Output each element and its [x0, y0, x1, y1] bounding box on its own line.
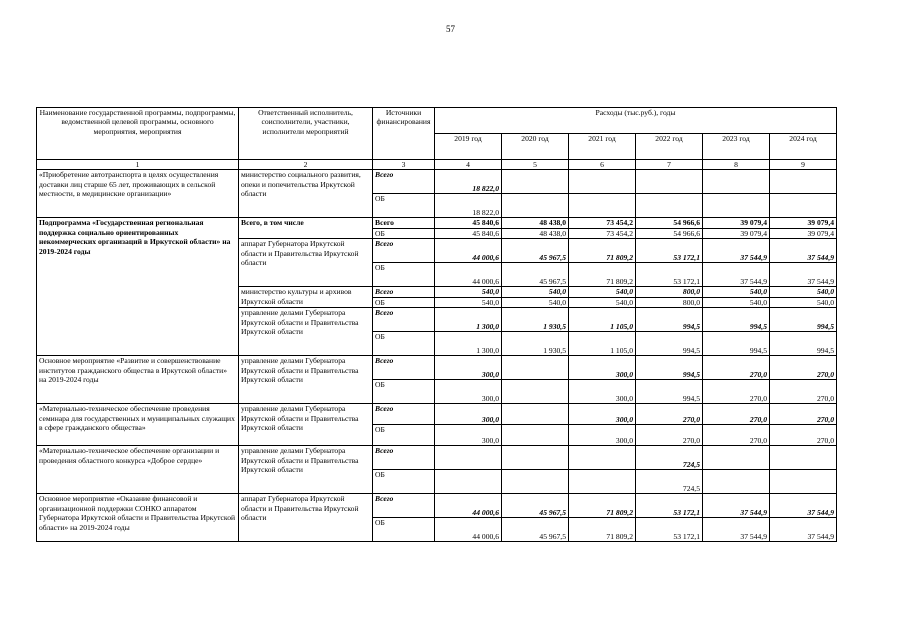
total-value [770, 170, 837, 194]
column-number: 9 [770, 160, 837, 170]
total-value: 39 079,4 [703, 218, 770, 228]
total-value: 300,0 [569, 404, 636, 425]
total-value: 1 300,0 [435, 308, 502, 332]
header-costs: Расходы (тыс.руб.), годы [435, 108, 837, 134]
ob-value: 994,5 [703, 332, 770, 356]
ob-value: 18 822,0 [435, 194, 502, 218]
table-row [37, 218, 837, 228]
source-total: Всего [373, 218, 435, 228]
total-value: 540,0 [502, 287, 569, 297]
ob-value: 39 079,4 [703, 228, 770, 238]
ob-value [770, 470, 837, 494]
header-executor: Ответственный исполнитель, соисполнители, участники, исполнители мероприятий [239, 108, 373, 160]
ob-value: 270,0 [770, 425, 837, 446]
ob-value: 540,0 [435, 297, 502, 307]
total-value: 44 000,6 [435, 239, 502, 263]
header-year: 2020 год [502, 134, 569, 160]
source-ob: ОБ [373, 380, 435, 404]
budget-table [36, 107, 837, 542]
column-number: 6 [569, 160, 636, 170]
total-value: 37 544,9 [770, 239, 837, 263]
ob-value [435, 470, 502, 494]
header-year: 2022 год [636, 134, 703, 160]
header-year: 2023 год [703, 134, 770, 160]
total-value: 540,0 [703, 287, 770, 297]
header-year: 2024 год [770, 134, 837, 160]
ob-value [636, 194, 703, 218]
column-number: 5 [502, 160, 569, 170]
total-value [703, 170, 770, 194]
ob-value: 44 000,6 [435, 518, 502, 542]
ob-value: 48 438,0 [502, 228, 569, 238]
ob-value [569, 470, 636, 494]
header-source: Источники финансирования [373, 108, 435, 160]
executor: управление делами Губернатора Иркутской области и Правительства Иркутской области [239, 356, 373, 404]
ob-value: 994,5 [636, 332, 703, 356]
program-name: Основное мероприятие «Развитие и совершенствование институтов гражданского общества в Иркутской области» на 2019-2024 годы [37, 356, 239, 404]
ob-value: 37 544,9 [770, 263, 837, 287]
source-ob: ОБ [373, 425, 435, 446]
total-value: 300,0 [569, 356, 636, 380]
ob-value: 1 930,5 [502, 332, 569, 356]
total-value: 270,0 [770, 356, 837, 380]
column-number: 8 [703, 160, 770, 170]
total-value: 270,0 [636, 404, 703, 425]
total-value [435, 446, 502, 470]
source-total: Всего [373, 170, 435, 194]
column-number: 3 [373, 160, 435, 170]
executor: аппарат Губернатора Иркутской области и Правительства Иркутской области [239, 239, 373, 287]
total-value: 994,5 [636, 356, 703, 380]
executor: аппарат Губернатора Иркутской области и Правительства Иркутской области [239, 494, 373, 542]
ob-value: 270,0 [636, 425, 703, 446]
total-value: 37 544,9 [703, 239, 770, 263]
source-ob: ОБ [373, 263, 435, 287]
total-value: 270,0 [703, 404, 770, 425]
ob-value: 540,0 [502, 297, 569, 307]
ob-value: 71 809,2 [569, 518, 636, 542]
ob-value [502, 425, 569, 446]
source-ob: ОБ [373, 332, 435, 356]
source-total: Всего [373, 404, 435, 425]
total-value [502, 356, 569, 380]
ob-value [502, 470, 569, 494]
ob-value: 270,0 [703, 380, 770, 404]
program-name: «Материально-техническое обеспечение проведения семинара для государственных и муниципальных служащих в сфере гражданского общества» [37, 404, 239, 446]
total-value: 18 822,0 [435, 170, 502, 194]
total-value: 48 438,0 [502, 218, 569, 228]
ob-value: 300,0 [569, 380, 636, 404]
ob-value: 540,0 [703, 297, 770, 307]
executor: министерство социального развития, опеки и попечительства Иркутской области [239, 170, 373, 218]
total-value: 994,5 [770, 308, 837, 332]
source-total: Всего [373, 239, 435, 263]
ob-value: 37 544,9 [770, 518, 837, 542]
page-number: 57 [446, 24, 455, 34]
total-value: 1 105,0 [569, 308, 636, 332]
ob-value [502, 194, 569, 218]
program-name: «Материально-техническое обеспечение организации и проведения областного конкурса «Доброе сердце» [37, 446, 239, 494]
ob-value [770, 194, 837, 218]
source-ob: ОБ [373, 518, 435, 542]
total-value: 270,0 [703, 356, 770, 380]
total-value [703, 446, 770, 470]
total-value [636, 170, 703, 194]
ob-value: 994,5 [770, 332, 837, 356]
total-value: 45 840,6 [435, 218, 502, 228]
total-value: 994,5 [703, 308, 770, 332]
total-value: 37 544,9 [770, 494, 837, 518]
total-value: 300,0 [435, 356, 502, 380]
ob-value: 270,0 [770, 380, 837, 404]
executor: министерство культуры и архивов Иркутской области [239, 287, 373, 308]
total-value [770, 446, 837, 470]
source-ob: ОБ [373, 228, 435, 238]
executor: управление делами Губернатора Иркутской области и Правительства Иркутской области [239, 404, 373, 446]
ob-value [703, 470, 770, 494]
column-number: 2 [239, 160, 373, 170]
total-value: 540,0 [435, 287, 502, 297]
total-value [502, 446, 569, 470]
total-value: 39 079,4 [770, 218, 837, 228]
ob-value: 724,5 [636, 470, 703, 494]
total-value: 73 454,2 [569, 218, 636, 228]
ob-value: 1 105,0 [569, 332, 636, 356]
program-name: Подпрограмма «Государственная региональная поддержка социально ориентированных некоммерческих организаций в Иркутской области» на 2019-2024 годы [37, 218, 239, 356]
header-year: 2021 год [569, 134, 636, 160]
column-number: 7 [636, 160, 703, 170]
table-row [37, 404, 837, 425]
source-total: Всего [373, 356, 435, 380]
source-total: Всего [373, 308, 435, 332]
header-name: Наименование государственной программы, подпрограммы, ведомственной целевой программы, основного мероприятия, мероприятия [37, 108, 239, 160]
ob-value: 53 172,1 [636, 518, 703, 542]
ob-value: 45 840,6 [435, 228, 502, 238]
ob-value: 37 544,9 [703, 263, 770, 287]
ob-value: 994,5 [636, 380, 703, 404]
table-row [37, 446, 837, 470]
total-value: 54 966,6 [636, 218, 703, 228]
total-value: 53 172,1 [636, 239, 703, 263]
ob-value: 540,0 [770, 297, 837, 307]
table-row [37, 494, 837, 518]
total-value: 53 172,1 [636, 494, 703, 518]
total-value: 300,0 [435, 404, 502, 425]
total-value: 71 809,2 [569, 239, 636, 263]
total-value: 45 967,5 [502, 494, 569, 518]
ob-value: 45 967,5 [502, 518, 569, 542]
total-value [502, 170, 569, 194]
ob-value [703, 194, 770, 218]
ob-value: 270,0 [703, 425, 770, 446]
total-value: 994,5 [636, 308, 703, 332]
ob-value: 540,0 [569, 297, 636, 307]
source-ob: ОБ [373, 194, 435, 218]
ob-value: 1 300,0 [435, 332, 502, 356]
ob-value: 71 809,2 [569, 263, 636, 287]
ob-value: 73 454,2 [569, 228, 636, 238]
ob-value: 300,0 [569, 425, 636, 446]
column-number: 1 [37, 160, 239, 170]
total-value: 37 544,9 [703, 494, 770, 518]
ob-value: 300,0 [435, 425, 502, 446]
table-row [37, 170, 837, 194]
source-total: Всего [373, 287, 435, 297]
ob-value: 800,0 [636, 297, 703, 307]
program-name: Основное мероприятие «Оказание финансовой и организационной поддержки СОНКО аппаратом Губернатора Иркутской области и Правительства Иркутской области» на 2019-2024 годы [37, 494, 239, 542]
source-total: Всего [373, 446, 435, 470]
ob-value: 45 967,5 [502, 263, 569, 287]
source-ob: ОБ [373, 297, 435, 307]
executor: управление делами Губернатора Иркутской области и Правительства Иркутской области [239, 446, 373, 494]
ob-value: 53 172,1 [636, 263, 703, 287]
header-year: 2019 год [435, 134, 502, 160]
source-total: Всего [373, 494, 435, 518]
program-name: «Приобретение автотранспорта в целях осуществления доставки лиц старше 65 лет, проживающих в сельской местности, в медицинские организации» [37, 170, 239, 218]
total-value: 540,0 [569, 287, 636, 297]
ob-value: 37 544,9 [703, 518, 770, 542]
ob-value: 54 966,6 [636, 228, 703, 238]
total-value: 45 967,5 [502, 239, 569, 263]
total-value: 44 000,6 [435, 494, 502, 518]
source-ob: ОБ [373, 470, 435, 494]
total-value: 724,5 [636, 446, 703, 470]
ob-value: 300,0 [435, 380, 502, 404]
total-value: 270,0 [770, 404, 837, 425]
table-row [37, 356, 837, 380]
total-value [569, 170, 636, 194]
ob-value: 44 000,6 [435, 263, 502, 287]
total-value: 800,0 [636, 287, 703, 297]
ob-value [502, 380, 569, 404]
ob-value: 39 079,4 [770, 228, 837, 238]
executor: управление делами Губернатора Иркутской области и Правительства Иркутской области [239, 308, 373, 356]
executor: Всего, в том числе [239, 218, 373, 239]
total-value: 540,0 [770, 287, 837, 297]
column-number: 4 [435, 160, 502, 170]
total-value: 71 809,2 [569, 494, 636, 518]
total-value [569, 446, 636, 470]
total-value: 1 930,5 [502, 308, 569, 332]
ob-value [569, 194, 636, 218]
total-value [502, 404, 569, 425]
